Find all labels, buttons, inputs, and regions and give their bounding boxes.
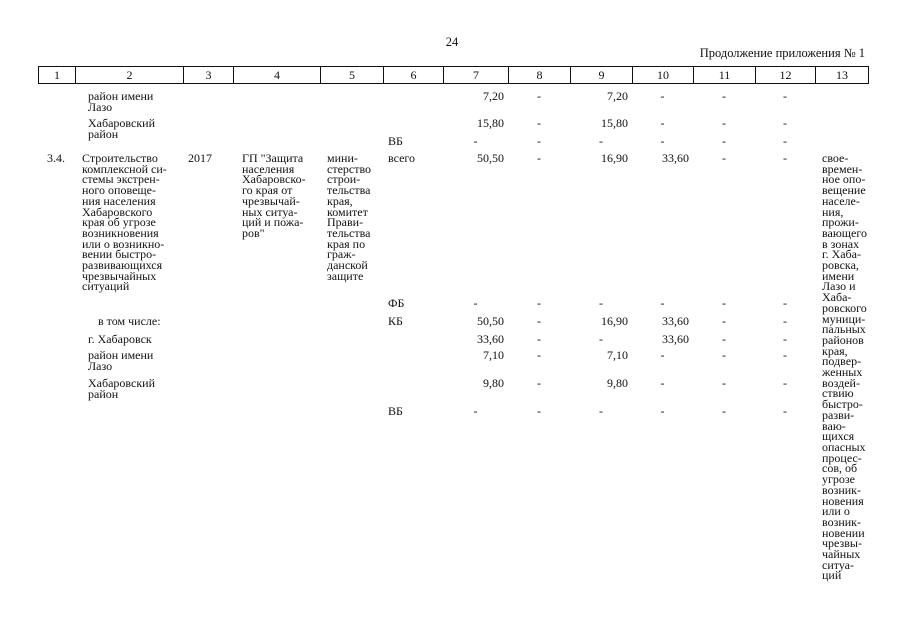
header-col-12: 12	[756, 67, 816, 84]
page-number: 24	[445, 35, 459, 49]
cell-col-10: -	[660, 296, 665, 310]
cell-col-10: -	[660, 89, 665, 103]
cell-col-2: район имени Лазо	[88, 89, 154, 114]
cell-col-12: -	[783, 116, 787, 130]
table-row	[0, 136, 905, 148]
cell-col-10: -	[660, 404, 665, 418]
header-col-10: 10	[633, 67, 694, 84]
cell-col-13: свое- времен- ное опо- вещение населе- ния, прожи- вающего в зонах г. Хаба- ровска, имени Лазо и Хаба- ровского муници- пальных районов края, подвер- женных воздей- ствию быстро- разви- ваю- щихся опасных процес- сов, об угрозе возник- новения или о возник- новении чрезвы- чайных ситуа- ций	[822, 151, 867, 583]
table-row	[0, 406, 905, 418]
header-col-4: 4	[234, 67, 321, 84]
cell-col-11: -	[722, 151, 726, 165]
cell-col-7: 33,60	[477, 332, 504, 346]
cell-col-9: 16,90	[601, 151, 628, 165]
cell-col-7: 9,80	[483, 376, 504, 390]
table-row	[0, 376, 905, 401]
header-col-2: 2	[76, 67, 184, 84]
cell-col-8: -	[537, 348, 541, 362]
cell-col-9: -	[599, 134, 603, 148]
cell-col-8: -	[537, 89, 541, 103]
cell-col-9: 7,20	[607, 89, 628, 103]
cell-col-2: Хабаровский район	[88, 376, 156, 401]
cell-col-7: 50,50	[477, 314, 504, 328]
header-col-13: 13	[816, 67, 869, 84]
cell-col-6: ФБ	[388, 296, 405, 310]
cell-col-2: район имени Лазо	[88, 348, 154, 373]
cell-col-8: -	[537, 134, 541, 148]
header-col-5: 5	[321, 67, 384, 84]
header-col-1: 1	[39, 67, 76, 84]
cell-col-7: 7,10	[483, 348, 504, 362]
header-col-9: 9	[571, 67, 633, 84]
cell-col-2: г. Хабаровск	[88, 332, 152, 346]
cell-col-10: 33,60	[662, 151, 689, 165]
cell-col-11: -	[722, 296, 726, 310]
header-col-7: 7	[444, 67, 509, 84]
cell-col-12: -	[783, 332, 787, 346]
cell-col-11: -	[722, 314, 726, 328]
cell-col-8: -	[537, 116, 541, 130]
cell-col-10: -	[660, 116, 665, 130]
cell-col-12: -	[783, 314, 787, 328]
cell-col-10: 33,60	[662, 314, 689, 328]
table-header	[38, 66, 869, 84]
cell-col-9: 15,80	[601, 116, 628, 130]
cell-col-9: 16,90	[601, 314, 628, 328]
cell-col-3: 2017	[188, 151, 212, 165]
cell-col-11: -	[722, 348, 726, 362]
table-row	[0, 348, 905, 373]
cell-col-11: -	[722, 116, 726, 130]
cell-col-7: -	[473, 404, 478, 418]
cell-col-11: -	[722, 89, 726, 103]
cell-col-8: -	[537, 314, 541, 328]
cell-col-9: -	[599, 332, 603, 346]
continuation-title: Продолжение приложения № 1	[699, 46, 865, 60]
header-col-11: 11	[694, 67, 756, 84]
cell-col-7: 50,50	[477, 151, 504, 165]
cell-col-11: -	[722, 134, 726, 148]
cell-col-12: -	[783, 134, 787, 148]
table-row	[0, 89, 905, 114]
cell-col-1: 3.4.	[47, 151, 65, 165]
header-row	[39, 67, 869, 84]
cell-col-12: -	[783, 404, 787, 418]
cell-col-8: -	[537, 332, 541, 346]
cell-col-7: 7,20	[483, 89, 504, 103]
cell-col-6: КБ	[388, 314, 403, 328]
cell-col-9: 9,80	[607, 376, 628, 390]
cell-col-2: Хабаровский район	[88, 116, 156, 141]
cell-col-6: ВБ	[388, 134, 403, 148]
cell-col-10: 33,60	[662, 332, 689, 346]
cell-col-12: -	[783, 348, 787, 362]
cell-col-8: -	[537, 404, 541, 418]
header-col-6: 6	[384, 67, 444, 84]
cell-col-8: -	[537, 376, 541, 390]
cell-col-10: -	[660, 348, 665, 362]
cell-col-12: -	[783, 296, 787, 310]
cell-col-11: -	[722, 332, 726, 346]
cell-col-5: мини- стерство строи- тельства края, комитет Прави- тельства края по граж- данской защите	[327, 151, 372, 283]
cell-col-8: -	[537, 296, 541, 310]
header-col-8: 8	[509, 67, 571, 84]
cell-col-8: -	[537, 151, 541, 165]
cell-col-7: -	[473, 134, 478, 148]
cell-col-2: в том числе:	[98, 314, 161, 328]
cell-col-10: -	[660, 376, 665, 390]
cell-col-10: -	[660, 134, 665, 148]
cell-col-11: -	[722, 376, 726, 390]
cell-col-9: -	[599, 404, 603, 418]
cell-col-9: -	[599, 296, 603, 310]
cell-col-12: -	[783, 89, 787, 103]
cell-col-9: 7,10	[607, 348, 628, 362]
cell-col-11: -	[722, 404, 726, 418]
table-row	[0, 298, 905, 310]
cell-col-12: -	[783, 376, 787, 390]
table-row	[0, 316, 905, 328]
cell-col-6: всего	[388, 151, 416, 165]
table-row	[0, 334, 905, 346]
header-col-3: 3	[184, 67, 234, 84]
cell-col-4: ГП "Защита населения Хабаровско- го края от чрезвычай- ных ситуа- ций и пожа- ров"	[242, 151, 306, 240]
cell-col-7: 15,80	[477, 116, 504, 130]
cell-col-12: -	[783, 151, 787, 165]
cell-col-7: -	[473, 296, 478, 310]
cell-col-6: ВБ	[388, 404, 403, 418]
cell-col-2: Строительство комплексной си- стемы экстрен- ного оповеще- ния населения Хабаровского края об угрозе возникновения или о возникно- вении быстро- развивающихся чрезвычайных ситуаций	[82, 151, 167, 294]
